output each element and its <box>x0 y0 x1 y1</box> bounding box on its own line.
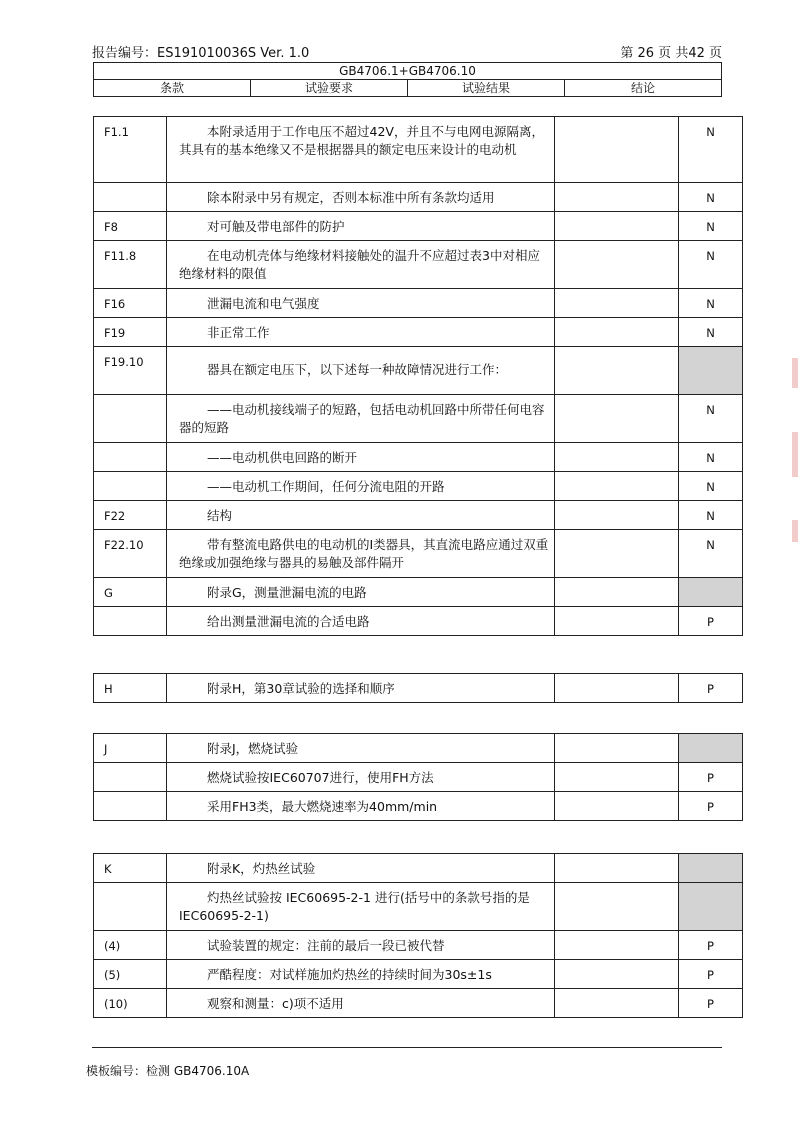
result-cell <box>555 347 679 395</box>
test-table-block-4 <box>93 853 743 1018</box>
requirement-cell: 灼热丝试验按 IEC60695-2-1 进行(括号中的条款号指的是 IEC60695-2-1) <box>167 883 555 931</box>
clause-cell <box>94 792 167 821</box>
verdict-cell-shaded <box>679 578 743 607</box>
clause-cell: F22 <box>94 501 167 530</box>
requirement-cell: 附录G，测量泄漏电流的电路 <box>167 578 555 607</box>
clause-cell: F19 <box>94 318 167 347</box>
col-clause-header: 条款 <box>94 80 251 97</box>
clause-cell <box>94 763 167 792</box>
verdict-cell: N <box>679 318 743 347</box>
clause-cell <box>94 883 167 931</box>
verdict-cell: P <box>679 674 743 703</box>
verdict-cell: N <box>679 117 743 183</box>
requirement-cell: ——电动机供电回路的断开 <box>167 443 555 472</box>
requirement-cell: ——电动机工作期间，任何分流电阻的开路 <box>167 472 555 501</box>
result-cell <box>555 501 679 530</box>
result-cell <box>555 931 679 960</box>
footer-divider <box>92 1047 722 1048</box>
seal-stamp-edge <box>792 520 798 542</box>
report-number: 报告编号：ES191010036S Ver. 1.0 <box>92 46 310 61</box>
result-cell <box>555 395 679 443</box>
clause-cell: K <box>94 854 167 883</box>
verdict-cell: P <box>679 792 743 821</box>
verdict-cell-shaded <box>679 854 743 883</box>
clause-cell: J <box>94 734 167 763</box>
verdict-cell: N <box>679 530 743 578</box>
result-cell <box>555 241 679 289</box>
result-cell <box>555 289 679 318</box>
requirement-cell: 除本附录中另有规定，否则本标准中所有条款均适用 <box>167 183 555 212</box>
result-cell <box>555 734 679 763</box>
result-cell <box>555 674 679 703</box>
verdict-cell: N <box>679 443 743 472</box>
result-cell <box>555 443 679 472</box>
requirement-cell: 附录J，燃烧试验 <box>167 734 555 763</box>
requirement-cell: 泄漏电流和电气强度 <box>167 289 555 318</box>
seal-stamp-edge <box>792 432 798 477</box>
template-number: 模板编号：检测 GB4706.10A <box>86 1064 250 1078</box>
requirement-cell: 严酷程度：对试样施加灼热丝的持续时间为30s±1s <box>167 960 555 989</box>
table-header <box>93 62 722 97</box>
seal-stamp-edge <box>792 358 798 388</box>
standard-title: GB4706.1+GB4706.10 <box>94 63 722 80</box>
verdict-cell: N <box>679 501 743 530</box>
page-number: 第 26 页 共42 页 <box>620 46 722 61</box>
clause-cell: F1.1 <box>94 117 167 183</box>
verdict-cell: N <box>679 472 743 501</box>
verdict-cell-shaded <box>679 734 743 763</box>
result-cell <box>555 578 679 607</box>
clause-cell: F22.10 <box>94 530 167 578</box>
clause-cell: (5) <box>94 960 167 989</box>
requirement-cell: 试验装置的规定：注前的最后一段已被代替 <box>167 931 555 960</box>
result-cell <box>555 183 679 212</box>
clause-cell <box>94 607 167 636</box>
clause-cell: H <box>94 674 167 703</box>
clause-cell <box>94 472 167 501</box>
clause-cell: (4) <box>94 931 167 960</box>
test-table-block-3 <box>93 733 743 821</box>
requirement-cell: 观察和测量：c)项不适用 <box>167 989 555 1018</box>
verdict-cell: P <box>679 931 743 960</box>
verdict-cell: N <box>679 212 743 241</box>
clause-cell: F16 <box>94 289 167 318</box>
verdict-cell: N <box>679 289 743 318</box>
col-result-header: 试验结果 <box>408 80 565 97</box>
result-cell <box>555 792 679 821</box>
requirement-cell: 附录K，灼热丝试验 <box>167 854 555 883</box>
test-table-block-1 <box>93 116 743 636</box>
verdict-cell-shaded <box>679 347 743 395</box>
result-cell <box>555 960 679 989</box>
result-cell <box>555 883 679 931</box>
requirement-cell: 给出测量泄漏电流的合适电路 <box>167 607 555 636</box>
result-cell <box>555 117 679 183</box>
requirement-cell: 对可触及带电部件的防护 <box>167 212 555 241</box>
col-requirement-header: 试验要求 <box>251 80 408 97</box>
verdict-cell: N <box>679 241 743 289</box>
result-cell <box>555 472 679 501</box>
verdict-cell: P <box>679 960 743 989</box>
clause-cell: F8 <box>94 212 167 241</box>
clause-cell: F19.10 <box>94 347 167 395</box>
verdict-cell: P <box>679 989 743 1018</box>
clause-cell <box>94 443 167 472</box>
result-cell <box>555 763 679 792</box>
verdict-cell: N <box>679 183 743 212</box>
result-cell <box>555 530 679 578</box>
verdict-cell: P <box>679 763 743 792</box>
requirement-cell: 带有整流电路供电的电动机的Ⅰ类器具，其直流电路应通过双重绝缘或加强绝缘与器具的易触及部件隔开 <box>167 530 555 578</box>
requirement-cell: ——电动机接线端子的短路，包括电动机回路中所带任何电容器的短路 <box>167 395 555 443</box>
verdict-cell: P <box>679 607 743 636</box>
clause-cell <box>94 183 167 212</box>
result-cell <box>555 854 679 883</box>
clause-cell: G <box>94 578 167 607</box>
col-verdict-header: 结论 <box>565 80 722 97</box>
result-cell <box>555 318 679 347</box>
requirement-cell: 附录H，第30章试验的选择和顺序 <box>167 674 555 703</box>
result-cell <box>555 989 679 1018</box>
requirement-cell: 采用FH3类，最大燃烧速率为40mm/min <box>167 792 555 821</box>
clause-cell <box>94 395 167 443</box>
clause-cell: F11.8 <box>94 241 167 289</box>
verdict-cell-shaded <box>679 883 743 931</box>
requirement-cell: 非正常工作 <box>167 318 555 347</box>
requirement-cell: 本附录适用于工作电压不超过42V，并且不与电网电源隔离，其具有的基本绝缘又不是根据器具的额定电压来设计的电动机 <box>167 117 555 183</box>
result-cell <box>555 607 679 636</box>
requirement-cell: 燃烧试验按IEC60707进行，使用FH方法 <box>167 763 555 792</box>
test-table-block-2 <box>93 673 743 703</box>
requirement-cell: 在电动机壳体与绝缘材料接触处的温升不应超过表3中对相应绝缘材料的限值 <box>167 241 555 289</box>
clause-cell: (10) <box>94 989 167 1018</box>
requirement-cell: 结构 <box>167 501 555 530</box>
requirement-cell: 器具在额定电压下，以下述每一种故障情况进行工作： <box>167 347 555 395</box>
result-cell <box>555 212 679 241</box>
verdict-cell: N <box>679 395 743 443</box>
